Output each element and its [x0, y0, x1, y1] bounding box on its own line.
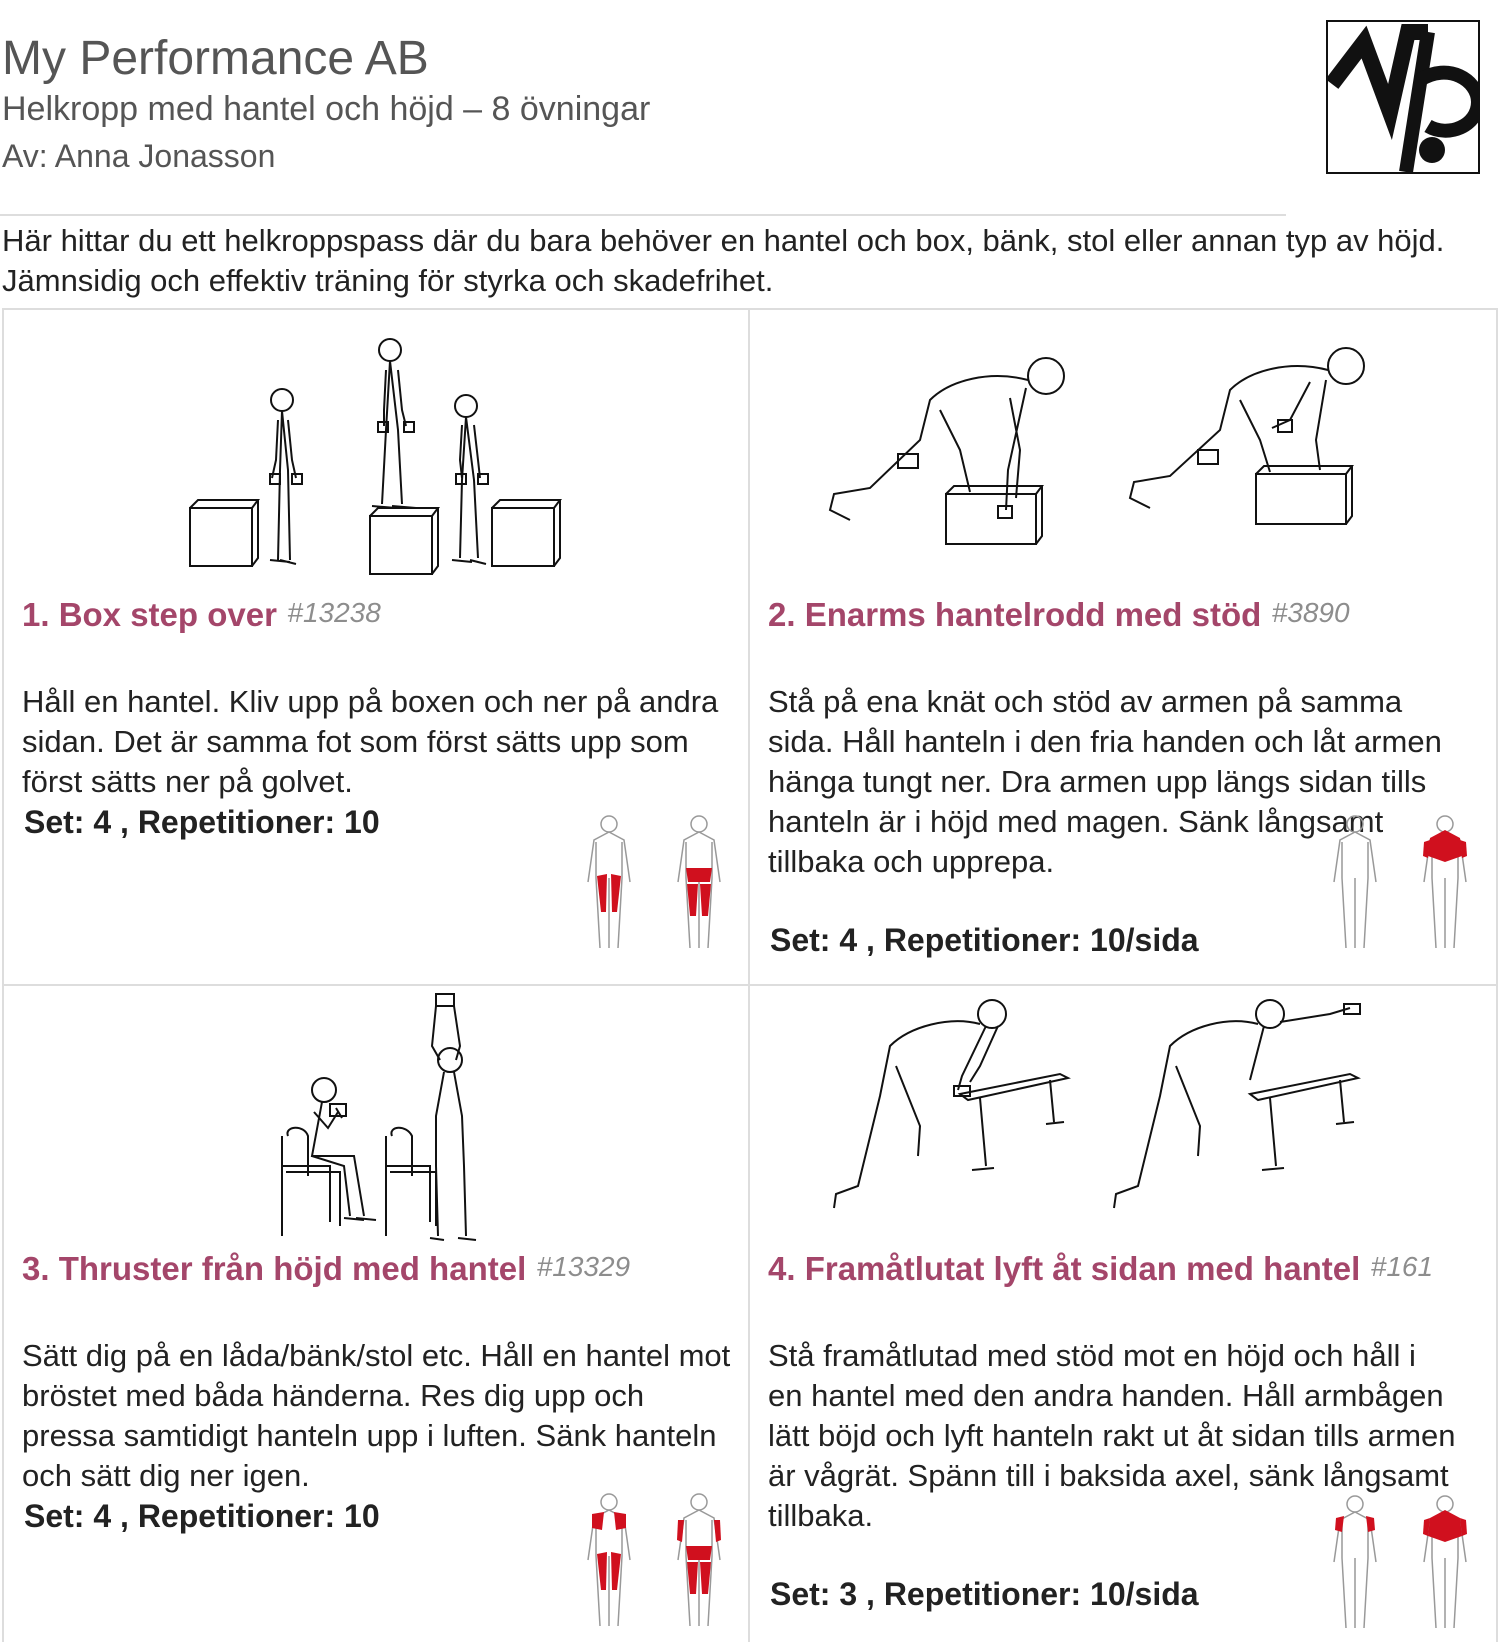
exercise-sets: Set: 3 , Repetitioner: 10/sida [770, 1576, 1199, 1612]
exercise-name: 2. Enarms hantelrodd med stöd [768, 596, 1262, 633]
header-divider [0, 214, 1286, 216]
exercise-title [768, 596, 1350, 634]
exercise-description: Stå framåtlutad med stöd mot en höjd och håll i en hantel med den andra handen. Håll armbågen lätt böjd och lyft hanteln rakt ut åt sidan tills armen är vågrät. Spänn till i baksida axel, sänk långsamt tillbaka. [768, 1338, 1456, 1533]
workout-title: Helkropp med hantel och höjd – 8 övningar [2, 90, 651, 128]
muscle-map-icon [1320, 1492, 1500, 1632]
exercise-title [768, 1250, 1433, 1288]
box-step-over-illustration [4, 310, 750, 580]
exercise-sets: Set: 4 , Repetitioner: 10 [24, 804, 380, 840]
exercise-card-3 [4, 986, 750, 1642]
exercise-id: #3890 [1271, 597, 1350, 628]
company-logo [1326, 20, 1480, 174]
thruster-illustration [4, 986, 750, 1256]
intro-text: Här hittar du ett helkroppspass där du bara behöver en hantel och box, bänk, stol eller annan typ av höjd. Jämnsidig och effektiv träning för styrka och skadefrihet. [2, 223, 1445, 298]
exercise-name: 1. Box step over [22, 596, 277, 633]
muscle-map-icon [1320, 812, 1500, 952]
bent-over-lateral-raise-illustration [750, 986, 1496, 1256]
exercise-name: 3. Thruster från höjd med hantel [22, 1250, 527, 1287]
exercise-description: Håll en hantel. Kliv upp på boxen och ner på andra sidan. Det är samma fot som först sätts upp som först sätts ner på golvet. [22, 684, 719, 799]
exercise-sets: Set: 4 , Repetitioner: 10/sida [770, 922, 1199, 958]
company-name: My Performance AB [2, 32, 429, 85]
exercise-card-4 [750, 986, 1496, 1642]
exercise-description: Sätt dig på en låda/bänk/stol etc. Håll en hantel mot bröstet med båda händerna. Res dig upp och pressa samtidigt hanteln upp i luften. Sänk hanteln och sätt dig ner igen. [22, 1338, 731, 1493]
author: Av: Anna Jonasson [2, 138, 276, 174]
exercise-sets: Set: 4 , Repetitioner: 10 [24, 1498, 380, 1534]
muscle-map-icon [574, 812, 754, 952]
exercise-id: #161 [1370, 1251, 1434, 1282]
exercise-name: 4. Framåtlutat lyft åt sidan med hantel [768, 1250, 1361, 1287]
exercise-card-2 [750, 310, 1496, 984]
exercise-id: #13329 [536, 1251, 631, 1282]
muscle-map-icon [574, 1490, 754, 1630]
exercise-id: #13238 [287, 597, 381, 628]
exercise-title [22, 1250, 630, 1288]
exercise-description: Stå på ena knät och stöd av armen på samma sida. Håll hanteln i den fria handen och låt armen hänga tungt ner. Dra armen upp längs sidan tills hanteln är i höjd med magen. Sänk långsamt tillbaka och upprepa. [768, 684, 1442, 879]
exercise-card-1 [4, 310, 750, 984]
exercise-title [22, 596, 381, 634]
one-arm-row-illustration [750, 310, 1496, 580]
